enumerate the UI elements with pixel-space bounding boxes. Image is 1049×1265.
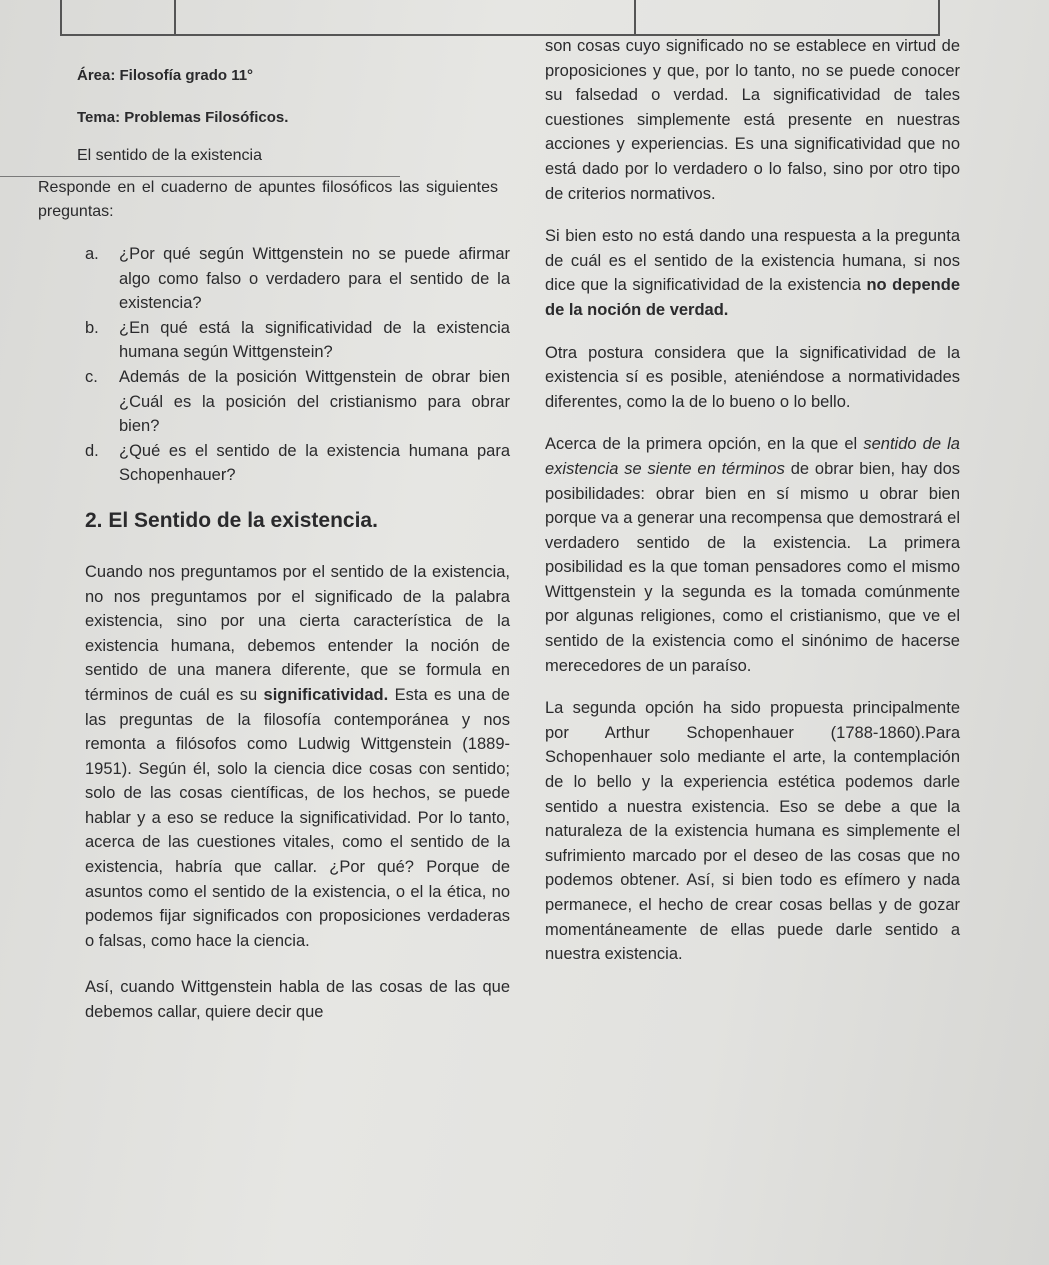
- question-text: ¿Por qué según Wittgenstein no se puede afirmar algo como falso o verdadero para el sentido de la existencia?: [119, 245, 510, 313]
- left-column: [38, 60, 510, 1025]
- emphasis-text: sentido de la existencia se siente en términos: [545, 435, 960, 478]
- paragraph-text: verdad.: [665, 300, 729, 319]
- header-cell-divider: [174, 0, 176, 34]
- body-paragraph: Así, cuando Wittgenstein habla de las cosas de las que debemos callar, quiere decir que: [85, 978, 510, 1022]
- emphasis-text: no depende de la noción de: [545, 276, 960, 319]
- question-marker: a.: [85, 245, 99, 263]
- question-text: ¿En qué está la significatividad de la existencia humana según Wittgenstein?: [119, 318, 510, 362]
- question-item: [85, 365, 510, 439]
- right-column: [545, 34, 960, 967]
- body-paragraph: [85, 560, 510, 954]
- question-item: [85, 316, 510, 365]
- body-paragraph: [545, 432, 960, 678]
- instructions: Responde en el cuaderno de apuntes filosóficos las siguientes preguntas:: [38, 179, 498, 220]
- area-label: Área: Filosofía grado 11°: [77, 67, 254, 84]
- paragraph-text: Acerca de la primera opción, en la que el: [545, 435, 864, 454]
- question-marker: b.: [85, 318, 99, 337]
- section-heading: 2. El Sentido de la existencia.: [85, 508, 378, 532]
- question-list: [85, 242, 510, 488]
- paragraph-text: Cuando nos preguntamos por el sentido de la existencia, no nos preguntamos por el significado de la palabra existencia, sino por una cierta característica de la existencia humana, debemos entender la noción de sentido de una manera diferente, que se formula en términos de cuál es su: [85, 562, 510, 704]
- body-paragraph: son cosas cuyo significado no se establece en virtud de proposiciones y que, por lo tanto, no se puede conocer su falsedad o verdad. La significatividad de tales cuestiones simplemente está presente en nuestras acciones y experiencias. Es una significatividad que no está dado por lo verdadero o lo falso, sino por otro tipo de criterios normativos.: [545, 37, 960, 203]
- question-item: [85, 439, 510, 488]
- worksheet-title: El sentido de la existencia: [77, 147, 262, 164]
- body-paragraph: Otra postura considera que la significatividad de la existencia sí es posible, ateniéndose a normatividades diferentes, como la de lo bueno o lo bello.: [545, 343, 960, 411]
- question-text: ¿Qué es el sentido de la existencia humana para Schopenhauer?: [119, 441, 510, 485]
- question-marker: c.: [85, 367, 98, 386]
- header-table: [60, 0, 940, 36]
- topic-label: Tema: Problemas Filosóficos.: [77, 109, 289, 126]
- question-marker: d.: [85, 441, 99, 460]
- paragraph-text: de obrar bien, hay dos posibilidades: obrar bien en sí mismo u obrar bien porque va a generar una recompensa que demostrará el verdadero sentido de la existencia. La primera posibilidad es la que toman pensadores como el mismo Wittgenstein y la segunda es la tomada comúnmente por algunas religiones, como el cristianismo, que ve el sentido de la existencia como el sinónimo de hacerse merecedores de un paraíso.: [545, 459, 960, 675]
- body-paragraph: [545, 224, 960, 322]
- question-item: [85, 242, 510, 316]
- emphasis-text: significatividad.: [263, 685, 389, 704]
- paragraph-text: Si bien esto no está dando una respuesta a la pregunta de cuál es el sentido de la existencia humana, si nos dice que la significatividad de la existencia: [545, 227, 960, 295]
- paragraph-text: Esta es una de las preguntas de la filosofía contemporánea y nos remonta a filósofos como Ludwig Wittgenstein (1889-1951). Según él, solo la ciencia dice cosas con sentido; solo de las cosas científicas, de los hechos, se puede hablar y a eso se reduce la significatividad. Por lo tanto, acerca de las cuestiones vitales, como el sentido de la existencia, habría que callar. ¿Por qué? Porque de asuntos como el sentido de la existencia, o el la ética, no podemos fijar significados con proposiciones verdaderas o falsas, como hace la ciencia.: [85, 685, 510, 950]
- body-paragraph: La segunda opción ha sido propuesta principalmente por Arthur Schopenhauer (1788-1860).Para Schopenhauer solo mediante el arte, la contemplación de lo bello y la experiencia estética podemos darle sentido a nuestra existencia. Eso se debe a que la naturaleza de la existencia humana es simplemente el sufrimiento marcado por el deseo de las cosas que no podemos obtener. Así, si bien todo es efímero y nada permanece, el hecho de crear cosas bellas y de gozar momentáneamente de ellas puede darle sentido a nuestra existencia.: [545, 699, 960, 964]
- header-cell-divider: [634, 0, 636, 34]
- question-text: Además de la posición Wittgenstein de obrar bien ¿Cuál es la posición del cristianismo para obrar bien?: [119, 367, 510, 436]
